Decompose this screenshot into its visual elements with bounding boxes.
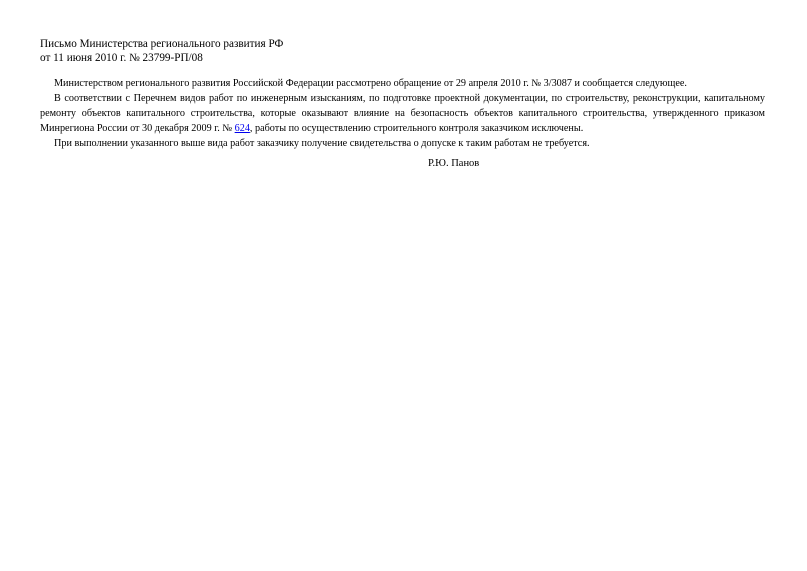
paragraph-3: При выполнении указанного выше вида работ заказчику получение свидетельства о допуске к таким работам не требуется. [54,138,590,149]
paragraph-2-text-start: В соответствии с Перечнем видов работ по инженерным изысканиям, по подготовке проектной документации, по строительству, реконструкции, капитальному ремонту объектов капитального строительства, которые оказывают влияние на безопасность объектов капитального строительства, утвержденного приказом Минрегиона России от 30 декабря 2009 г. № [40,93,765,134]
document-body [40,76,765,151]
document-page [40,37,765,151]
paragraph-1: Министерством регионального развития Российской Федерации рассмотрено обращение от 29 апреля 2010 г. № 3/3087 и сообщается следующее. [54,78,687,89]
paragraph-2-text-end: , работы по осуществлению строительного контроля заказчиком исключены. [249,123,584,134]
document-title: Письмо Министерства регионального развития РФ [40,38,284,50]
signature-name: Р.Ю. Панов [428,158,480,169]
order-624-link[interactable]: 624 [234,123,250,134]
paragraph-2 [40,91,765,136]
document-header [40,37,765,65]
document-date-number: от 11 июня 2010 г. № 23799-РП/08 [40,52,203,64]
